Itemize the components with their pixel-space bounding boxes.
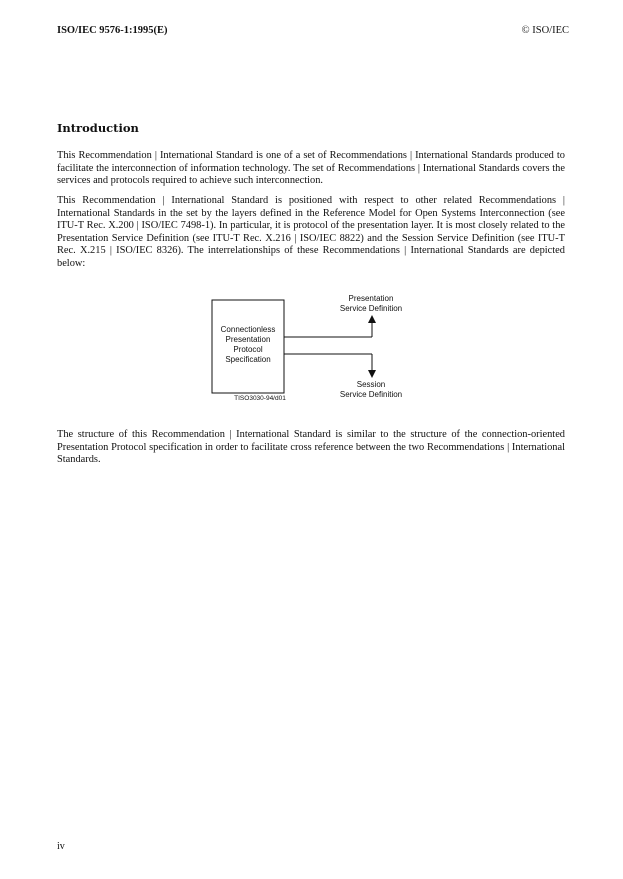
- box-label-line-4: Specification: [225, 355, 271, 364]
- box-label-line-1: Connectionless: [220, 325, 276, 334]
- section-title: Introduction: [57, 121, 139, 135]
- presentation-label-line-1: Presentation: [348, 294, 394, 303]
- page-number: iv: [57, 841, 65, 852]
- intro-paragraph-2: This Recommendation | International Standard is positioned with respect to other related Recommendations | International Standards in the set by the layers defined in the Reference Model for Open Systems Interconnection (see ITU-T Rec. X.200 | ISO/IEC 7498-1). In particular, it is protocol of the presentation layer. It is most closely related to the Presentation Service Definition (see ITU-T Rec. X.216 | ISO/IEC 8822) and the Session Service Definition (see ITU-T Rec. X.215 | ISO/IEC 8326). The interrelationships of these Recommendations | International Standards are depicted below:: [57, 195, 565, 269]
- session-label-line-1: Session: [356, 380, 386, 389]
- box-label-line-3: Protocol: [233, 345, 263, 354]
- arrow-down-icon: [368, 370, 376, 378]
- intro-paragraph-1: This Recommendation | International Standard is one of a set of Recommendations | International Standards produced to facilitate the interconnection of information technology. The set of Recommendations | International Standards covers the services and protocols required to achieve such interconnection.: [57, 150, 565, 187]
- session-label-line-2: Service Definition: [339, 390, 403, 399]
- document-id: ISO/IEC 9576-1:1995(E): [57, 25, 168, 36]
- box-label-line-2: Presentation: [225, 335, 271, 344]
- figure-code: TISO3030-94/d01: [234, 395, 286, 402]
- copyright-notice: © ISO/IEC: [521, 25, 569, 36]
- arrow-up-icon: [368, 315, 376, 323]
- presentation-label-line-2: Service Definition: [339, 304, 403, 313]
- intro-paragraph-3: The structure of this Recommendation | International Standard is similar to the structure of the connection-oriented Presentation Protocol specification in order to facilitate cross reference between the two Recommendations | International Standards.: [57, 429, 565, 466]
